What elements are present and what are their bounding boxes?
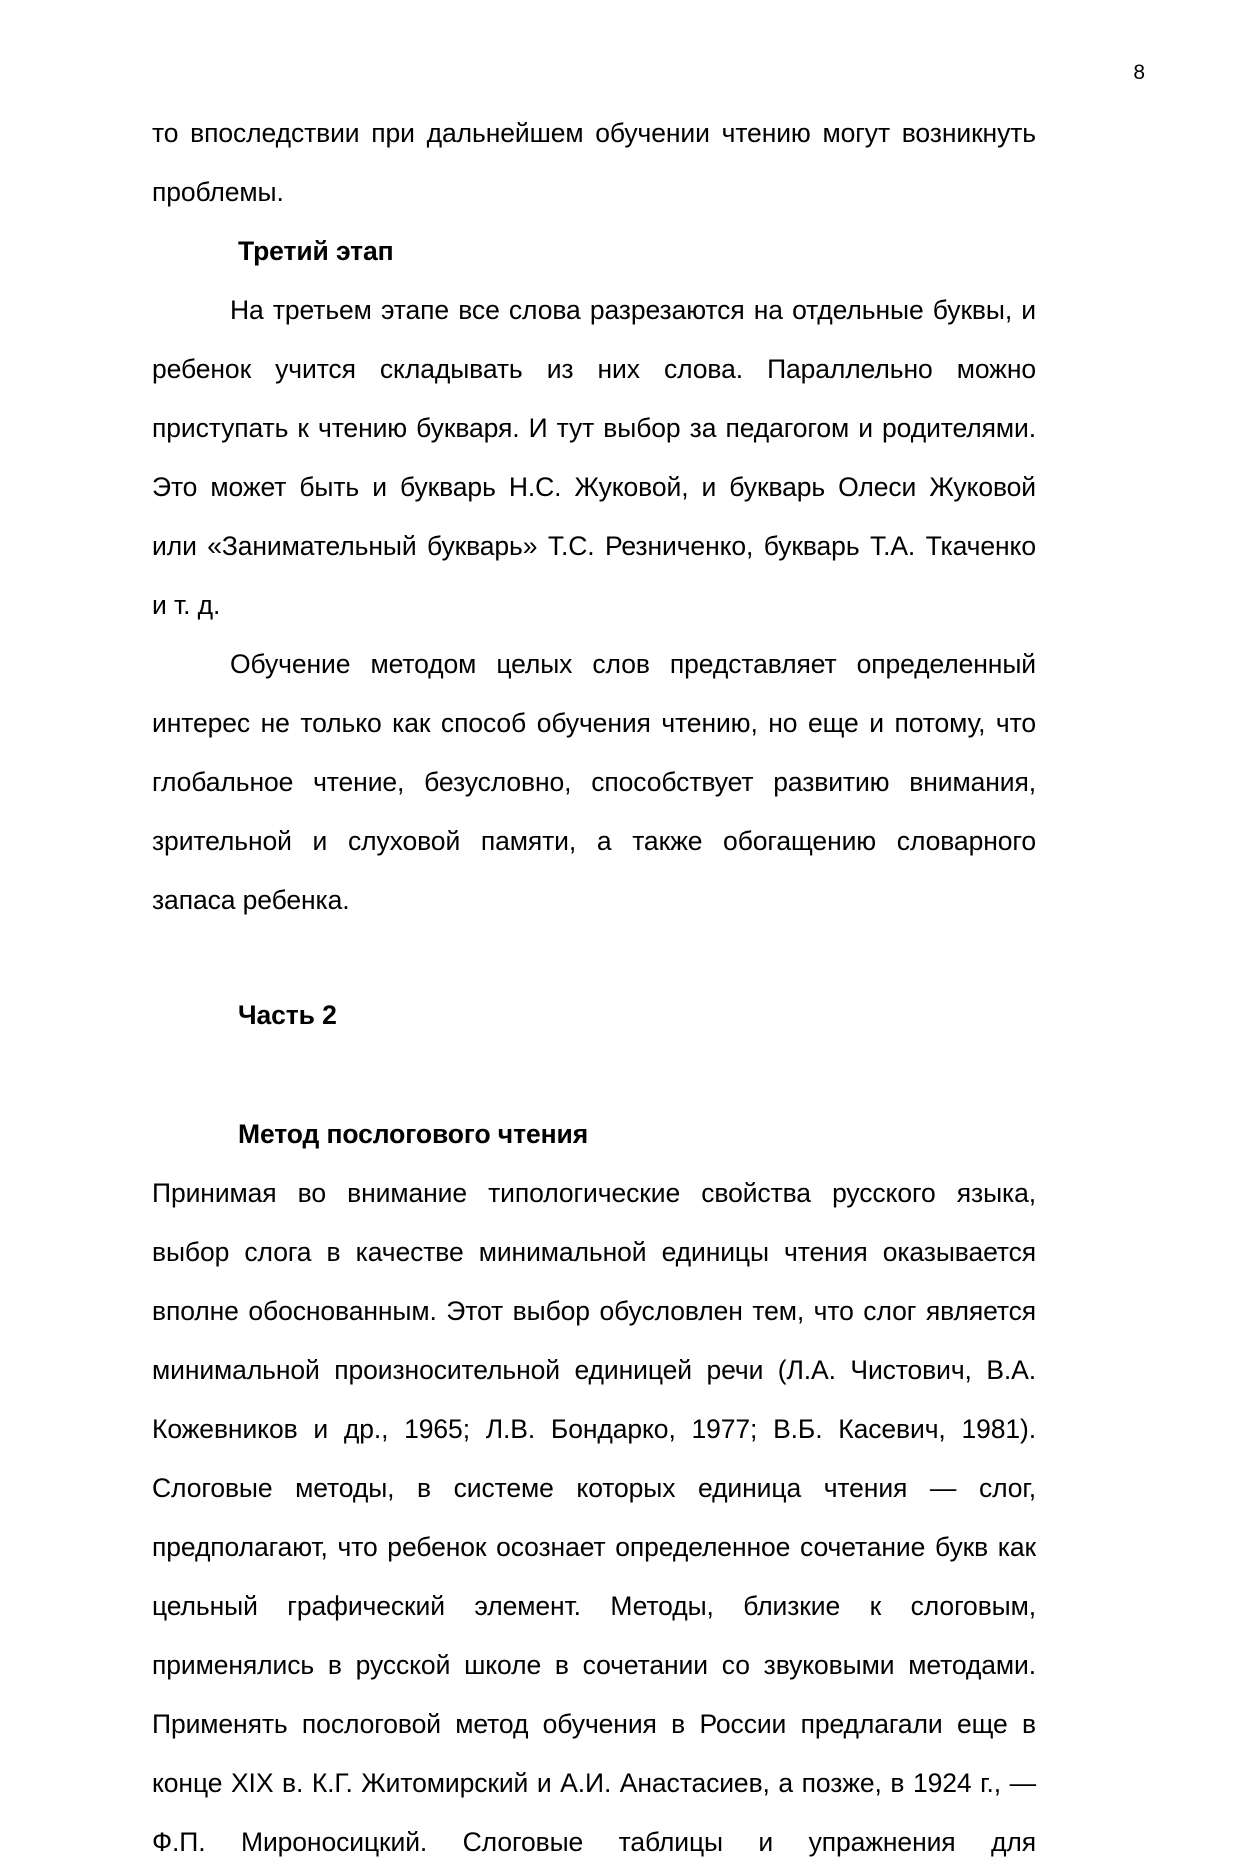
page-content (152, 104, 1036, 1872)
text-line: или «Занимательный букварь» Т.С. Резниченко, букварь Т.А. Ткаченко (152, 531, 1036, 561)
text-line: зрительной и слуховой памяти, а также обогащению словарного (152, 826, 1036, 856)
text-line: Принимая во внимание типологические свойства русского языка, (152, 1178, 1036, 1208)
text-line: ребенок учится складывать из них слова. Параллельно можно (152, 354, 1036, 384)
heading-third-stage: Третий этап (238, 236, 394, 266)
text-line: Это может быть и букварь Н.С. Жуковой, и букварь Олеси Жуковой (152, 472, 1036, 502)
text-line: конце XIX в. К.Г. Житомирский и А.И. Анастасиев, а позже, в 1924 г., — (152, 1768, 1036, 1798)
text-line: предполагают, что ребенок осознает определенное сочетание букв как (152, 1532, 1036, 1562)
page-number: 8 (1133, 61, 1145, 84)
text-line: интерес не только как способ обучения чтению, но еще и потому, что (152, 708, 1036, 738)
text-line: Применять послоговой метод обучения в России предлагали еще в (152, 1709, 1036, 1739)
paragraph-continuation (152, 104, 1036, 222)
heading-syllabic-reading-method: Метод послогового чтения (238, 1119, 589, 1149)
text-line: то впоследствии при дальнейшем обучении чтению могут возникнуть (152, 118, 1036, 148)
block-spacer (152, 1045, 1036, 1105)
text-line: цельный графический элемент. Методы, близкие к слоговым, (152, 1591, 1036, 1621)
text-line: проблемы. (152, 177, 284, 207)
text-line: приступать к чтению букваря. И тут выбор за педагогом и родителями. (152, 413, 1036, 443)
text-line: и т. д. (152, 590, 221, 620)
paragraph-whole-word-method (152, 635, 1036, 930)
text-line: выбор слога в качестве минимальной единицы чтения оказывается (152, 1237, 1036, 1267)
text-line: Обучение методом целых слов представляет определенный (230, 649, 1036, 679)
paragraph-syllabic-reading (152, 1164, 1036, 1872)
block-spacer (152, 930, 1036, 986)
heading-part-2: Часть 2 (238, 1000, 337, 1030)
text-line: На третьем этапе все слова разрезаются на отдельные буквы, и (230, 295, 1036, 325)
text-line: глобальное чтение, безусловно, способствует развитию внимания, (152, 767, 1036, 797)
text-line: Кожевников и др., 1965; Л.В. Бондарко, 1977; В.Б. Касевич, 1981). (152, 1414, 1036, 1444)
text-line: Слоговые методы, в системе которых единица чтения — слог, (152, 1473, 1036, 1503)
text-line: Ф.П. Мироносицкий. Слоговые таблицы и упражнения для (152, 1827, 1036, 1857)
paragraph-third-stage (152, 281, 1036, 635)
text-line: минимальной произносительной единицей речи (Л.А. Чистович, В.А. (152, 1355, 1036, 1385)
text-line: вполне обоснованным. Этот выбор обусловлен тем, что слог является (152, 1296, 1036, 1326)
text-line: запаса ребенка. (152, 885, 350, 915)
text-line: применялись в русской школе в сочетании со звуковыми методами. (152, 1650, 1036, 1680)
